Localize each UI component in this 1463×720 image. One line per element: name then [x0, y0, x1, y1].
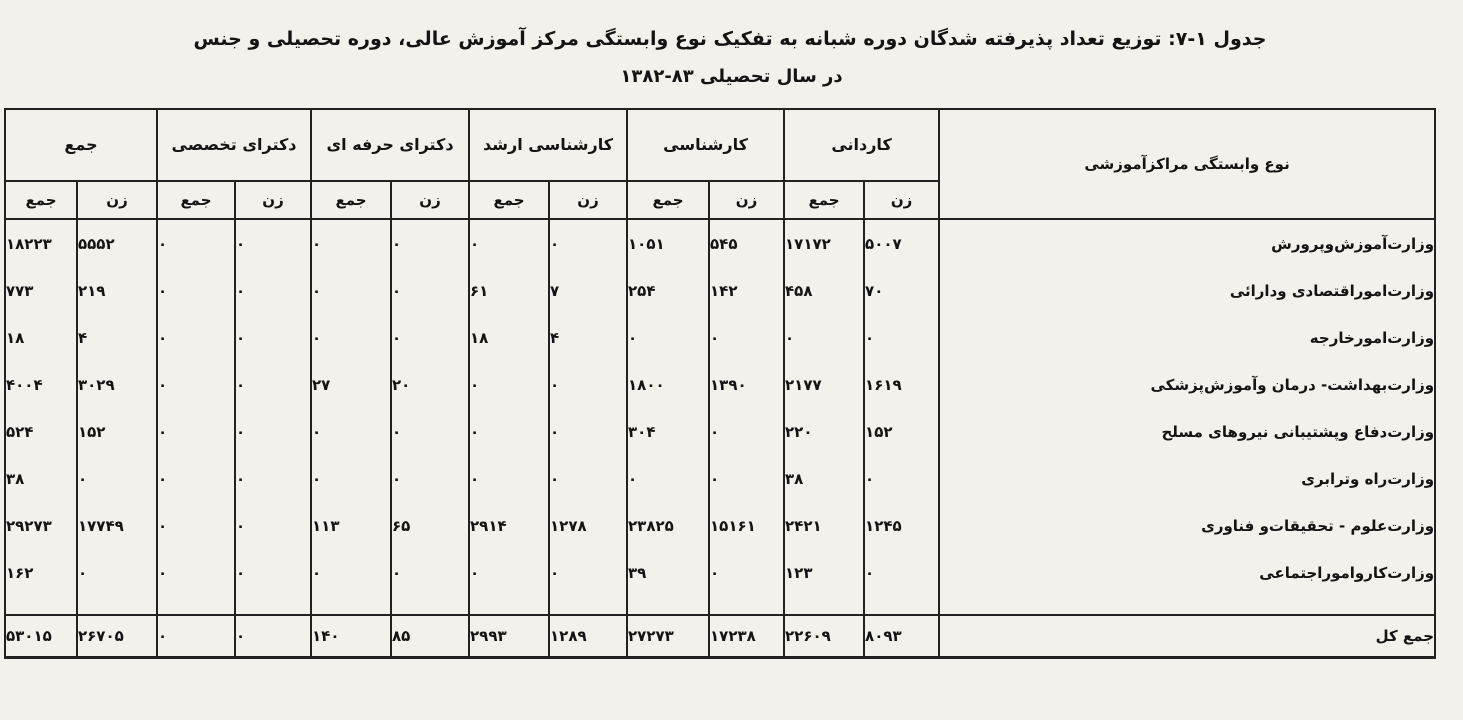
- spacer-cell: [77, 596, 157, 615]
- row-label: وزارت‌راه وترابری: [939, 455, 1435, 502]
- total-cell: ۱۴۰: [311, 615, 391, 658]
- total-row: [5, 615, 1435, 658]
- group-header: کاردانی: [784, 109, 939, 181]
- table-row: [5, 361, 1435, 408]
- table-cell: ۴: [549, 314, 627, 361]
- table-subcaption: در سال تحصیلی ۸۳-۱۳۸۲: [620, 66, 843, 87]
- sub-header-women: زن: [709, 181, 784, 219]
- table-cell: ۰: [311, 455, 391, 502]
- total-cell: ۲۹۹۳: [469, 615, 549, 658]
- table-cell: ۰: [864, 314, 939, 361]
- table-cell: ۰: [864, 549, 939, 596]
- table-cell: ۰: [235, 267, 311, 314]
- table-row: [5, 549, 1435, 596]
- table-cell: ۲۱۷۷: [784, 361, 864, 408]
- total-cell: ۲۲۶۰۹: [784, 615, 864, 658]
- table-cell: ۱۰۵۱: [627, 219, 709, 267]
- table-row: [5, 314, 1435, 361]
- total-cell: ۱۷۲۳۸: [709, 615, 784, 658]
- table-row: [5, 267, 1435, 314]
- total-cell: ۲۶۷۰۵: [77, 615, 157, 658]
- table-cell: ۱۸۲۲۳: [5, 219, 77, 267]
- table-cell: ۳۸: [5, 455, 77, 502]
- table-cell: ۰: [549, 219, 627, 267]
- table-cell: ۱۶۲: [5, 549, 77, 596]
- table-cell: ۱۲۴۵: [864, 502, 939, 549]
- total-cell: ۰: [157, 615, 235, 658]
- table-cell: ۶۵: [391, 502, 469, 549]
- table-cell: ۴۵۸: [784, 267, 864, 314]
- table-cell: ۲۵۴: [627, 267, 709, 314]
- table-caption: جدول ۱-۷: توزیع تعداد پذیرفته شدگان دوره شبانه به تفکیک نوع وابستگی مرکز آموزش عالی، دوره تحصیلی و جنس: [193, 28, 1267, 50]
- row-label: وزارت‌بهداشت- درمان وآموزش‌پزشکی: [939, 361, 1435, 408]
- total-cell: ۵۳۰۱۵: [5, 615, 77, 658]
- table-cell: ۰: [157, 219, 235, 267]
- table-cell: ۰: [311, 267, 391, 314]
- table-cell: ۴: [77, 314, 157, 361]
- table-cell: ۰: [864, 455, 939, 502]
- table-row: [5, 455, 1435, 502]
- table-cell: ۳۸: [784, 455, 864, 502]
- table-cell: ۲۳۸۲۵: [627, 502, 709, 549]
- sub-header-total: جمع: [784, 181, 864, 219]
- table-cell: ۵۰۰۷: [864, 219, 939, 267]
- total-cell: ۸۵: [391, 615, 469, 658]
- row-label: وزارت‌علوم - تحقیقات‌و فناوری: [939, 502, 1435, 549]
- sub-header-total: جمع: [5, 181, 77, 219]
- table-cell: ۰: [391, 549, 469, 596]
- table-cell: ۰: [235, 549, 311, 596]
- row-label: وزارت‌کارواموراجتماعی: [939, 549, 1435, 596]
- table-cell: ۰: [311, 549, 391, 596]
- table-cell: ۰: [709, 314, 784, 361]
- table-cell: ۰: [627, 455, 709, 502]
- table-cell: ۰: [157, 361, 235, 408]
- table-cell: ۲۹۲۷۳: [5, 502, 77, 549]
- table-row: [5, 219, 1435, 267]
- table-cell: ۰: [235, 408, 311, 455]
- table-cell: ۰: [311, 314, 391, 361]
- table-cell: ۰: [157, 455, 235, 502]
- total-cell: ۸۰۹۳: [864, 615, 939, 658]
- table-cell: ۰: [469, 549, 549, 596]
- group-header: کارشناسی ارشد: [469, 109, 627, 181]
- table-row: [5, 502, 1435, 549]
- table-cell: ۰: [157, 314, 235, 361]
- table-cell: ۱۵۲: [77, 408, 157, 455]
- header-row-groups: [5, 109, 1435, 181]
- row-label: وزارت‌اموراقتصادی ودارائی: [939, 267, 1435, 314]
- table-cell: ۰: [627, 314, 709, 361]
- table-cell: ۰: [235, 219, 311, 267]
- table-cell: ۰: [469, 455, 549, 502]
- row-label: وزارت‌دفاع وپشتیبانی نیروهای مسلح: [939, 408, 1435, 455]
- table-cell: ۵۵۵۲: [77, 219, 157, 267]
- table-cell: ۵۲۴: [5, 408, 77, 455]
- spacer-cell: [864, 596, 939, 615]
- table-cell: ۱۵۲: [864, 408, 939, 455]
- table-cell: ۲۱۹: [77, 267, 157, 314]
- table-cell: ۰: [549, 455, 627, 502]
- row-header: نوع وابستگی مراکزآموزشی: [939, 109, 1435, 219]
- group-header: دکترای تخصصی: [157, 109, 311, 181]
- table-cell: ۰: [311, 219, 391, 267]
- table-cell: ۰: [549, 549, 627, 596]
- table-cell: ۰: [709, 549, 784, 596]
- table-cell: ۰: [391, 267, 469, 314]
- table-cell: ۶۱: [469, 267, 549, 314]
- total-cell: ۱۲۸۹: [549, 615, 627, 658]
- table-cell: ۳۰۴: [627, 408, 709, 455]
- table-cell: ۰: [157, 267, 235, 314]
- table-cell: ۰: [709, 455, 784, 502]
- group-header: جمع: [5, 109, 157, 181]
- table-cell: ۱۸: [5, 314, 77, 361]
- row-label: وزارت‌آموزش‌وپرورش: [939, 219, 1435, 267]
- sub-header-women: زن: [235, 181, 311, 219]
- table-cell: ۰: [157, 549, 235, 596]
- table-cell: ۰: [709, 408, 784, 455]
- table-cell: ۰: [469, 408, 549, 455]
- table-cell: ۰: [469, 219, 549, 267]
- table-cell: ۲۲۰: [784, 408, 864, 455]
- sub-header-total: جمع: [157, 181, 235, 219]
- table-cell: ۵۴۵: [709, 219, 784, 267]
- spacer-cell: [784, 596, 864, 615]
- spacer-cell: [391, 596, 469, 615]
- table-cell: ۰: [784, 314, 864, 361]
- table-cell: ۰: [235, 502, 311, 549]
- spacer-cell: [939, 596, 1435, 615]
- table-cell: ۰: [77, 455, 157, 502]
- spacer-cell: [235, 596, 311, 615]
- table-cell: ۱۲۳: [784, 549, 864, 596]
- table-cell: ۷۷۳: [5, 267, 77, 314]
- table-row: [5, 408, 1435, 455]
- table-cell: ۱۶۱۹: [864, 361, 939, 408]
- sub-header-women: زن: [549, 181, 627, 219]
- table-cell: ۰: [549, 361, 627, 408]
- spacer-cell: [5, 596, 77, 615]
- table-cell: ۱۵۱۶۱: [709, 502, 784, 549]
- table-cell: ۰: [391, 314, 469, 361]
- table-cell: ۰: [157, 502, 235, 549]
- table-cell: ۱۱۳: [311, 502, 391, 549]
- table-cell: ۰: [391, 408, 469, 455]
- table-cell: ۱۲۷۸: [549, 502, 627, 549]
- sub-header-total: جمع: [469, 181, 549, 219]
- group-header: کارشناسی: [627, 109, 784, 181]
- table-cell: ۰: [157, 408, 235, 455]
- spacer-cell: [311, 596, 391, 615]
- table-cell: ۰: [549, 408, 627, 455]
- sub-header-women: زن: [391, 181, 469, 219]
- sub-header-women: زن: [77, 181, 157, 219]
- table-cell: ۱۷۷۴۹: [77, 502, 157, 549]
- table-cell: ۱۷۱۷۲: [784, 219, 864, 267]
- table-cell: ۷: [549, 267, 627, 314]
- table-cell: ۲۹۱۴: [469, 502, 549, 549]
- sub-header-women: زن: [864, 181, 939, 219]
- table-cell: ۰: [391, 455, 469, 502]
- table-cell: ۰: [469, 361, 549, 408]
- spacer-cell: [549, 596, 627, 615]
- table-cell: ۳۹: [627, 549, 709, 596]
- total-label: جمع کل: [939, 615, 1435, 658]
- table-cell: ۰: [311, 408, 391, 455]
- spacer-cell: [709, 596, 784, 615]
- table-cell: ۰: [235, 455, 311, 502]
- table-cell: ۰: [235, 361, 311, 408]
- group-header: دکترای حرفه ای: [311, 109, 469, 181]
- table-cell: ۲۴۲۱: [784, 502, 864, 549]
- table-cell: ۱۳۹۰: [709, 361, 784, 408]
- table-cell: ۰: [391, 219, 469, 267]
- spacer-cell: [469, 596, 549, 615]
- sub-header-total: جمع: [311, 181, 391, 219]
- total-cell: ۲۷۲۷۳: [627, 615, 709, 658]
- spacer-cell: [627, 596, 709, 615]
- total-cell: ۰: [235, 615, 311, 658]
- table-cell: ۷۰: [864, 267, 939, 314]
- spacer-cell: [157, 596, 235, 615]
- table-cell: ۲۷: [311, 361, 391, 408]
- table-cell: ۱۸۰۰: [627, 361, 709, 408]
- sub-header-total: جمع: [627, 181, 709, 219]
- table-cell: ۱۴۲: [709, 267, 784, 314]
- table-cell: ۴۰۰۴: [5, 361, 77, 408]
- row-label: وزارت‌امورخارجه: [939, 314, 1435, 361]
- table-cell: ۳۰۲۹: [77, 361, 157, 408]
- table-cell: ۰: [235, 314, 311, 361]
- data-table: [4, 108, 1436, 659]
- table-cell: ۰: [77, 549, 157, 596]
- table-cell: ۱۸: [469, 314, 549, 361]
- table-cell: ۲۰: [391, 361, 469, 408]
